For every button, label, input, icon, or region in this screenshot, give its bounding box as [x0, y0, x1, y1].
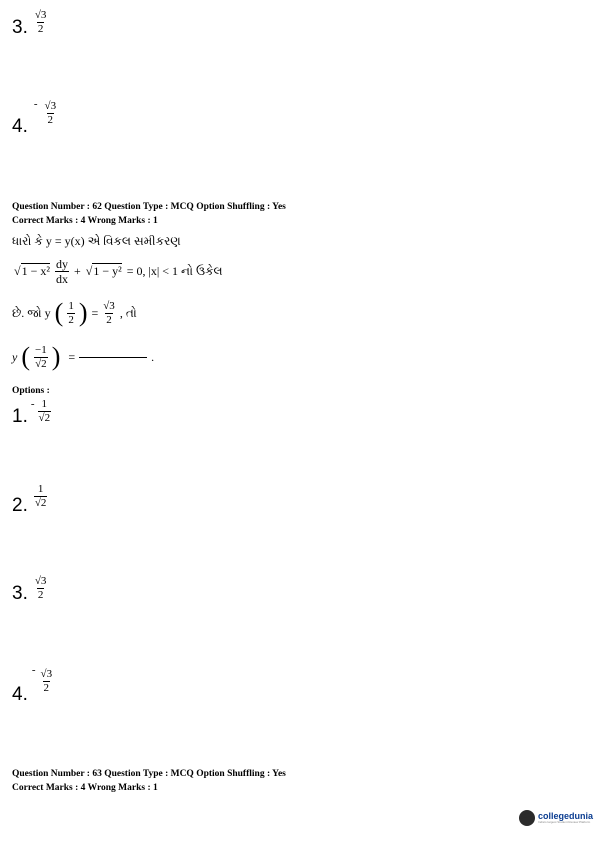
- condition-prefix: છે. જો y: [12, 305, 51, 320]
- fraction: $\frac{√3}{2}$: [34, 9, 47, 35]
- option-number: 3.: [12, 17, 28, 38]
- next-question-meta-line2: Correct Marks : 4 Wrong Marks : 1: [12, 783, 158, 793]
- fraction: $\frac{1}{√2}$: [38, 398, 51, 424]
- option-3[interactable]: [12, 576, 47, 605]
- options-label: Options :: [12, 386, 50, 396]
- condition-equals: =: [91, 305, 99, 320]
- collegedunia-logo: [519, 810, 593, 826]
- prev-option-4: [12, 98, 57, 138]
- minus-sign: -: [31, 664, 36, 676]
- fraction: $\frac{√3}{2}$: [40, 668, 53, 694]
- dy-dx-fraction: $\frac{dy}{dx}$: [55, 257, 68, 286]
- answer-blank: [79, 357, 147, 358]
- logo-text: collegedunia: [538, 811, 594, 821]
- ask-arg-fraction: $\frac{-1}{√2}$: [35, 343, 47, 370]
- plus-sign: +: [73, 264, 81, 278]
- option-number: 4.: [12, 116, 28, 137]
- option-2[interactable]: [12, 484, 47, 517]
- question-ask: y ( $\frac{-1}{√2}$ ) = .: [12, 342, 155, 371]
- option-number: 1.: [12, 406, 28, 427]
- question-meta-line2: Correct Marks : 4 Wrong Marks : 1: [12, 216, 158, 226]
- fraction: $\frac{√3}{2}$: [34, 575, 47, 601]
- option-4[interactable]: [12, 664, 53, 706]
- minus-sign: -: [30, 398, 35, 410]
- question-meta-line1: Question Number : 62 Question Type : MCQ Option Shuffling : Yes: [12, 202, 286, 212]
- logo-tagline: India's largest Student Review Platform: [538, 820, 591, 824]
- initial-condition: છે. જો y ( $\frac{1}{2}$ ) = $\frac{√3}{2}$ , તો: [12, 298, 137, 327]
- option-number: 2.: [12, 495, 28, 516]
- sqrt-term-2: √1 − y²: [85, 264, 122, 278]
- differential-equation: [14, 258, 223, 285]
- fraction: $\frac{√3}{2}$: [44, 100, 57, 126]
- condition-arg-fraction: $\frac{1}{2}$: [68, 299, 74, 326]
- minus-sign: -: [33, 98, 38, 110]
- sqrt-term-1: √1 − x²: [14, 264, 50, 278]
- option-1[interactable]: [12, 398, 51, 428]
- option-number: 4.: [12, 684, 28, 705]
- option-number: 3.: [12, 583, 28, 604]
- ask-equals: =: [68, 349, 76, 364]
- condition-suffix: , તો: [119, 305, 137, 320]
- equation-rest: = 0, |x| < 1 નો ઉકેલ: [126, 264, 223, 278]
- next-question-meta-line1: Question Number : 63 Question Type : MCQ Option Shuffling : Yes: [12, 769, 286, 779]
- logo-mascot-icon: [519, 810, 535, 826]
- prev-option-3: [12, 10, 47, 39]
- ask-y: y: [12, 349, 18, 364]
- question-intro: ધારો કે y = y(x) એ વિકલ સમીકરણ: [12, 234, 181, 248]
- fraction: $\frac{1}{√2}$: [34, 483, 47, 509]
- condition-value-fraction: $\frac{√3}{2}$: [103, 299, 115, 326]
